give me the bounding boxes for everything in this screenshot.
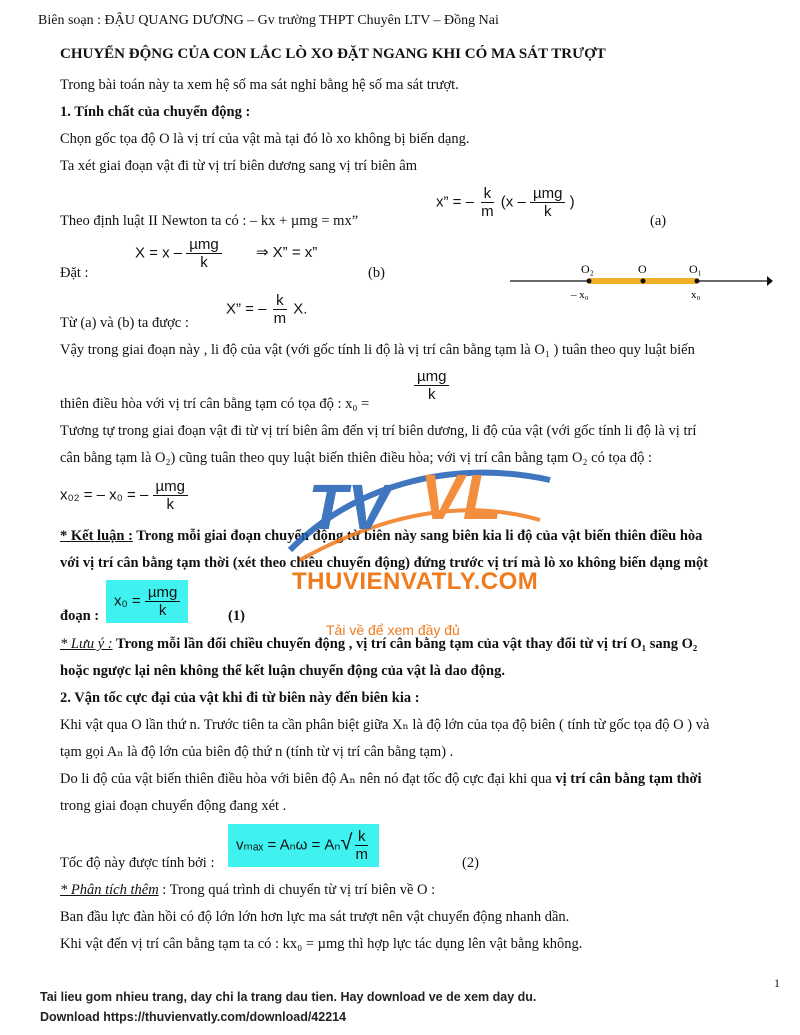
- equation-a: [436, 185, 575, 220]
- analysis-label: * Phân tích thêm: [60, 882, 159, 898]
- page-number: 1: [774, 976, 780, 990]
- equation-1-box: [106, 580, 188, 623]
- s2-paragraph-2: tạm gọi Aₙ là độ lớn của biên độ thứ n (tính từ vị trí cân bằng tạm) .: [60, 744, 454, 760]
- eq-c-num: k: [273, 292, 287, 310]
- eq2-num: k: [355, 828, 369, 846]
- newton-law-text: Theo định luật II Newton ta có : – kx + µmg = mx”: [60, 213, 359, 229]
- doan-label: đoạn :: [60, 608, 100, 624]
- equation-c: X” = – $\frac{k}{m}$ X.: [226, 292, 308, 327]
- watermark-site: THUVIENVATLY.COM: [292, 568, 539, 595]
- s1-paragraph-2: Ta xét giai đoạn vật đi từ vị trí biên dương sang vị trí biên âm: [60, 158, 418, 174]
- s2-p3-text: Do li độ của vật biến thiên điều hòa với biên độ Aₙ nên nó đạt tốc độ cực đại khi qua: [60, 771, 556, 787]
- eq-b-den: k: [200, 254, 208, 271]
- axis-arrow-icon: [767, 276, 773, 286]
- note-label: * Lưu ý :: [60, 636, 113, 652]
- s1-paragraph-3: Vậy trong giai đoạn này , li độ của vật (với gốc tính li độ là vị trí cân bằng tạm là O₁ ) tuân theo quy luật biến: [60, 342, 695, 358]
- conclusion-line-2: với vị trí cân bằng tạm thời (xét theo chiều chuyển động) đứng trước vị trí mà lò xo không biến dạng một: [60, 555, 709, 571]
- conclusion-label: * Kết luận :: [60, 528, 133, 544]
- dat-label: Đặt :: [60, 265, 89, 281]
- s2-paragraph-5: Tốc độ này được tính bởi :: [60, 855, 215, 871]
- tu-a-b-text: Từ (a) và (b) ta được :: [60, 315, 189, 331]
- eq-x02-den: k: [166, 496, 174, 513]
- equation-2-box: vₘₐₓ = Aₙω = Aₙ√ $\frac{k}{m}$: [228, 824, 379, 867]
- point-o1: [695, 279, 700, 284]
- note-line-1: [60, 636, 697, 653]
- label-2: (2): [462, 855, 479, 871]
- eq-a-lhs: x” = –: [436, 193, 474, 211]
- eq-a-den: k: [543, 203, 552, 220]
- eq1-num: µmg: [145, 584, 180, 602]
- eq2-den: m: [355, 846, 368, 863]
- eq-a-x: (x –: [500, 193, 526, 211]
- note-line-2: hoặc ngược lại nên không thể kết luận chuyển động của vật là dao động.: [60, 663, 505, 679]
- eq-x02-lhs: x₀₂ = – x₀ = –: [60, 486, 149, 504]
- label-1: (1): [228, 608, 245, 624]
- s2-paragraph-4: trong giai đoạn chuyển động đang xét .: [60, 798, 287, 814]
- label-pos-x0: x₀: [691, 289, 701, 301]
- eq-x0-den: k: [427, 386, 436, 403]
- equation-x02: [60, 478, 188, 513]
- equation-x0: [414, 368, 449, 403]
- s2-paragraph-3: [60, 771, 702, 788]
- s2-paragraph-1: Khi vật qua O lần thứ n. Trước tiên ta cần phân biệt giữa Xₙ là độ lớn của tọa độ biên ( tính từ gốc tọa độ O ) và: [60, 717, 710, 733]
- s1-paragraph-6: cân bằng tạm là O₂) cũng tuân theo quy luật biến thiên điều hòa; với vị trí cân bằng tạm O₂ có tọa độ :: [60, 450, 652, 466]
- s2-p3-bold: vị trí cân bằng tạm thời: [555, 771, 702, 787]
- eq-a-num: µmg: [530, 185, 565, 203]
- label-a: (a): [650, 213, 667, 229]
- footer-download-link[interactable]: Download https://thuvienvatly.com/download/42214: [40, 1010, 347, 1024]
- watermark-tv: TV: [308, 471, 390, 543]
- conclusion-text-1: Trong mỗi giai đoạn chuyển động từ biên này sang biên kia li độ của vật biến thiên điều hòa: [132, 528, 703, 544]
- eq-a-close: ): [569, 193, 575, 211]
- s1-paragraph-5: Tương tự trong giai đoạn vật đi từ vị trí biên âm đến vị trí biên dương, li độ của vật (với gốc tính li độ là vị trí: [60, 423, 697, 439]
- eq-b-num: µmg: [186, 236, 221, 254]
- eq-x0-num: µmg: [414, 368, 449, 386]
- analysis-text: : Trong quá trình di chuyển từ vị trí biên về O :: [158, 882, 436, 898]
- s2-paragraph-6: Ban đầu lực đàn hồi có độ lớn lớn hơn lực ma sát trượt nên vật chuyển động nhanh dần.: [60, 909, 570, 925]
- label-neg-x0: – x₀: [571, 289, 589, 301]
- analysis-line: [60, 882, 435, 899]
- eq-c-rhs: X: [293, 300, 304, 318]
- s2-paragraph-7: Khi vật đến vị trí cân bằng tạm ta có : kx₀ = µmg thì hợp lực tác dụng lên vật bằng không.: [60, 936, 583, 952]
- label-o1: O₁: [689, 262, 702, 276]
- label-b: (b): [368, 265, 385, 281]
- point-o: [641, 279, 646, 284]
- eq-b-lhs: X = x –: [135, 244, 183, 262]
- equation-b: [135, 236, 317, 271]
- eq-c-lhs: X” = –: [226, 300, 267, 318]
- section-1-heading: 1. Tính chất của chuyển động :: [60, 104, 251, 120]
- note-text-1: Trong mỗi lần đổi chiều chuyển động , vị trí cân bằng tạm của vật thay đổi từ vị trí O₁ sang O₂: [112, 636, 698, 652]
- eq1-lhs: x₀ =: [114, 592, 141, 610]
- point-o2: [587, 279, 592, 284]
- intro-text: Trong bài toán này ta xem hệ số ma sát nghỉ bằng hệ số ma sát trượt.: [60, 77, 459, 93]
- eq-x02-num: µmg: [153, 478, 188, 496]
- page-header: Biên soạn : ĐẬU QUANG DƯƠNG – Gv trường THPT Chuyên LTV – Đồng Nai: [38, 13, 499, 28]
- eq1-den: k: [158, 602, 167, 619]
- label-o2: O₂: [581, 262, 594, 276]
- s1-paragraph-1: Chọn gốc tọa độ O là vị trí của vật mà tại đó lò xo không bị biến dạng.: [60, 131, 470, 147]
- s1-paragraph-4: thiên điều hòa với vị trí cân bằng tạm có tọa độ : x₀ =: [60, 396, 370, 412]
- eq-c-den: m: [273, 310, 287, 327]
- section-2-heading: 2. Vận tốc cực đại của vật khi đi từ biên này đến biên kia :: [60, 690, 420, 706]
- eq2-lhs: vₘₐₓ = Aₙω = Aₙ: [236, 836, 341, 854]
- eq-a-k: k: [481, 185, 495, 203]
- footer-line-1: Tai lieu gom nhieu trang, day chi la trang dau tien. Hay download ve de xem day du.: [40, 990, 537, 1004]
- eq-b-rhs: ⇒ X” = x”: [255, 244, 318, 262]
- page-title: CHUYỂN ĐỘNG CỦA CON LẮC LÒ XO ĐẶT NGANG KHI CÓ MA SÁT TRƯỢT: [60, 46, 606, 62]
- watermark-vl: VL: [420, 461, 502, 533]
- watermark-subtext: Tải về để xem đầy đủ: [326, 622, 460, 638]
- axis-diagram: [505, 258, 775, 308]
- eq-a-m: m: [481, 203, 494, 220]
- label-o: O: [638, 262, 647, 276]
